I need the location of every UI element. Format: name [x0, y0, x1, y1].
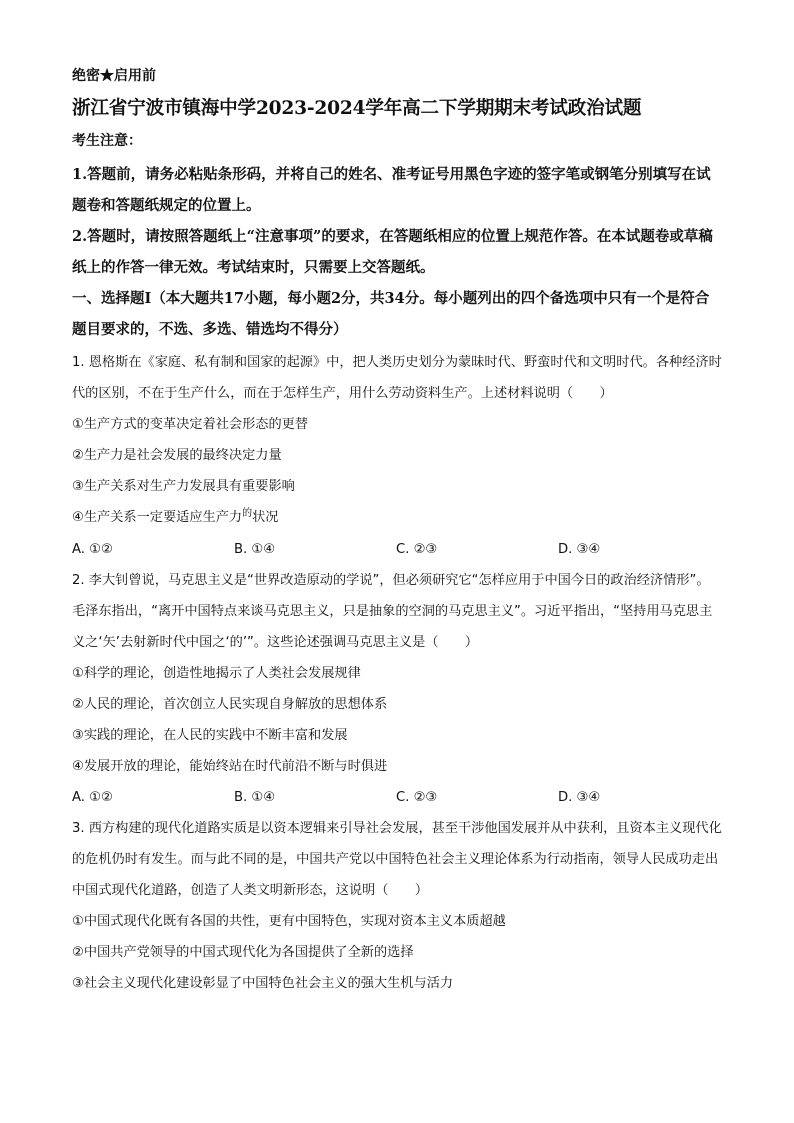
question-stem: 3. 西方构建的现代化道路实质是以资本逻辑来引导社会发展，甚至干涉他国发展并从中获利，且资本主义现代化的危机仍时有发生。而与此不同的是，中国共产党以中国特色社会主义理论体系为行动指南，领导人民成功走出中国式现代化道路，创造了人类文明新形态，这说明（ ）: [72, 821, 722, 898]
option-item: ②人民的理论，首次创立人民实现自身解放的思想体系: [72, 697, 388, 712]
option-item: ①生产方式的变革决定着社会形态的更替: [72, 417, 309, 432]
question-stem: 2. 李大钊曾说，马克思主义是“世界改造原动的学说”，但必须研究它“怎样应用于中国今日的政治经济情形”。毛泽东指出，“离开中国特点来谈马克思主义，只是抽象的空洞的马克思主义”。习近平指出，“坚持用马克思主义之‘矢’去射新时代中国之‘的’”。这些论述强调马克思主义是（ ）: [72, 573, 713, 650]
option-item: ①中国式现代化既有各国的共性，更有中国特色，实现对资本主义本质超越: [72, 914, 506, 929]
choice-a: A. ①②: [72, 542, 113, 557]
question-3: [72, 813, 722, 999]
option-item: ②生产力是社会发展的最终决定力量: [72, 448, 282, 463]
question-1: [72, 347, 722, 565]
option-item: ①科学的理论，创造性地揭示了人类社会发展规律: [72, 666, 361, 681]
raised-character: 的: [242, 508, 253, 519]
option-item: ③实践的理论，在人民的实践中不断丰富和发展: [72, 728, 348, 743]
notice-item-1: 1.答题前，请务必粘贴条形码，并将自己的姓名、准考证号用黑色字迹的签字笔或钢笔分别填写在试题卷和答题纸规定的位置上。: [72, 166, 711, 214]
notice-heading: 考生注意：: [72, 133, 142, 149]
option-text: 状况: [252, 510, 279, 525]
answer-choices: [72, 782, 722, 813]
option-item-4: [72, 502, 722, 534]
choice-d: D. ③④: [558, 542, 601, 557]
option-item: ③社会主义现代化建设彰显了中国特色社会主义的强大生机与活力: [72, 976, 454, 991]
choice-a: A. ①②: [72, 790, 113, 805]
option-item: ④发展开放的理论，能始终站在时代前沿不断与时俱进: [72, 759, 388, 774]
exam-page: [72, 66, 722, 999]
option-text: ④生产关系一定要适应生产力: [72, 510, 243, 525]
notice-item-2: 2.答题时，请按照答题纸上“注意事项”的要求，在答题纸相应的位置上规范作答。在本试题卷或草稿纸上的作答一律无效。考试结束时，只需要上交答题纸。: [72, 228, 713, 276]
question-stem: 1. 恩格斯在《家庭、私有制和国家的起源》中，把人类历史划分为蒙昧时代、野蛮时代和文明时代。各种经济时代的区别，不在于生产什么，而在于怎样生产，用什么劳动资料生产。上述材料说明（ ）: [72, 355, 722, 401]
choice-b: B. ①④: [234, 790, 276, 805]
option-item: ②中国共产党领导的中国式现代化为各国提供了全新的选择: [72, 945, 414, 960]
option-item: ③生产关系对生产力发展具有重要影响: [72, 479, 295, 494]
confidential-label: 绝密★启用前: [72, 68, 156, 84]
choice-c: C. ②③: [396, 542, 438, 557]
question-2: [72, 565, 722, 813]
choice-d: D. ③④: [558, 790, 601, 805]
section-title: 一、选择题Ⅰ（本大题共17小题，每小题2分，共34分。每小题列出的四个备选项中只有一个是符合题目要求的，不选、多选、错选均不得分）: [72, 290, 710, 338]
choice-c: C. ②③: [396, 790, 438, 805]
answer-choices: [72, 534, 722, 565]
page-title: 浙江省宁波市镇海中学2023-2024学年高二下学期期末考试政治试题: [72, 98, 642, 119]
choice-b: B. ①④: [234, 542, 276, 557]
